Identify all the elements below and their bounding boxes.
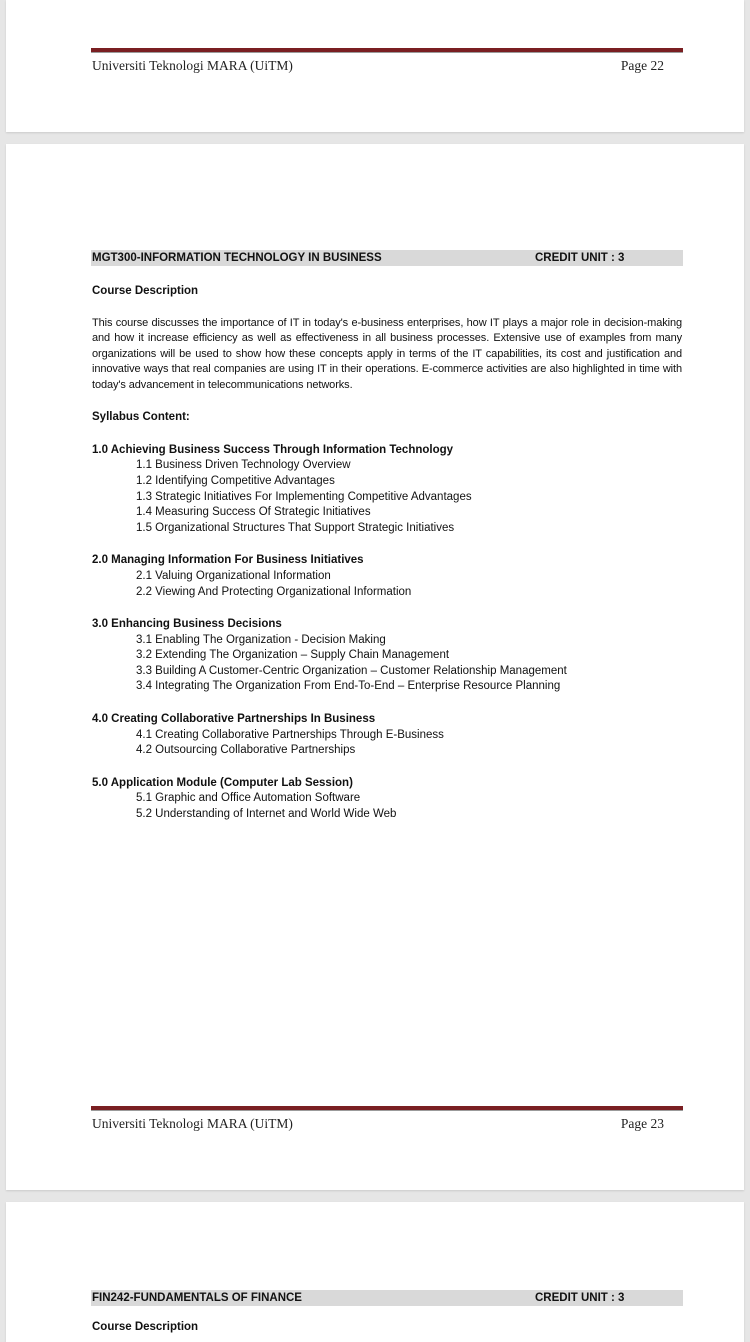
document-page-23 [6, 144, 744, 1190]
syllabus-item: 2.2 Viewing And Protecting Organizational Information [136, 585, 412, 598]
course-content [92, 284, 682, 822]
section-title: 4.0 Creating Collaborative Partnerships In Business [92, 713, 376, 725]
course-title: MGT300-INFORMATION TECHNOLOGY IN BUSINESS [92, 252, 382, 264]
syllabus-item: 4.2 Outsourcing Collaborative Partnerships [136, 744, 356, 757]
syllabus-item: 3.1 Enabling The Organization - Decision Making [136, 633, 386, 646]
syllabus-section [92, 443, 682, 536]
syllabus-item: 1.2 Identifying Competitive Advantages [136, 475, 335, 488]
section-title: 3.0 Enhancing Business Decisions [92, 618, 282, 631]
syllabus-item: 1.5 Organizational Structures That Support Strategic Initiatives [136, 521, 455, 534]
syllabus-section [92, 553, 682, 600]
footer-university: Universiti Teknologi MARA (UiTM) [92, 1116, 293, 1131]
syllabus-item: 3.3 Building A Customer-Centric Organization – Customer Relationship Management [136, 664, 567, 677]
course-title: FIN242-FUNDAMENTALS OF FINANCE [92, 1292, 302, 1304]
document-page-24 [6, 1202, 744, 1342]
course-description-heading: Course Description [92, 1321, 199, 1333]
section-items [92, 791, 682, 822]
syllabus-sections [92, 443, 682, 822]
syllabus-item: 1.1 Business Driven Technology Overview [136, 459, 351, 472]
section-items [92, 633, 682, 695]
syllabus-heading: Syllabus Content: [92, 411, 190, 424]
syllabus-item: 5.1 Graphic and Office Automation Software [136, 792, 361, 805]
section-title: 1.0 Achieving Business Success Through Information Technology [92, 443, 454, 456]
footer-page-number: Page 23 [620, 1116, 664, 1131]
syllabus-section [92, 712, 682, 759]
section-items [92, 458, 682, 536]
syllabus-item: 3.4 Integrating The Organization From End-To-End – Enterprise Resource Planning [136, 680, 561, 693]
footer-university: Universiti Teknologi MARA (UiTM) [92, 58, 293, 73]
section-title: 5.0 Application Module (Computer Lab Session) [92, 776, 353, 789]
course-header-bar [91, 250, 683, 266]
syllabus-section [92, 776, 682, 823]
syllabus-section [92, 617, 682, 695]
syllabus-item: 1.4 Measuring Success Of Strategic Initiatives [136, 506, 371, 519]
syllabus-item: 1.3 Strategic Initiatives For Implementing Competitive Advantages [136, 490, 472, 503]
footer-rule [91, 48, 683, 53]
syllabus-item: 5.2 Understanding of Internet and World Wide Web [136, 807, 397, 820]
footer-page-number: Page 22 [620, 58, 664, 73]
section-items [92, 728, 682, 759]
course-description-heading: Course Description [92, 285, 199, 297]
footer-rule [91, 1106, 683, 1111]
course-description-text: This course discusses the importance of IT in today's e-business enterprises, how IT plays a major role in decision-making and how it increase efficiency as well as effectiveness in all business processes. Extensive use of examples from many organizations will be used to show how these concepts apply in terms of the IT capabilities, its cost and justification and innovative ways that real companies are using IT in their operations. E-commerce activities are also highlighted in time with today's advancement in telecommunications networks. [92, 316, 682, 391]
syllabus-item: 2.1 Valuing Organizational Information [136, 569, 331, 582]
syllabus-item: 4.1 Creating Collaborative Partnerships Through E-Business [136, 728, 444, 741]
section-title: 2.0 Managing Information For Business Initiatives [92, 554, 364, 567]
section-items [92, 569, 682, 600]
syllabus-item: 3.2 Extending The Organization – Supply Chain Management [136, 649, 450, 662]
credit-unit: CREDIT UNIT : 3 [535, 252, 625, 264]
credit-unit: CREDIT UNIT : 3 [535, 1292, 625, 1304]
course-header-bar [91, 1290, 683, 1306]
document-page-22 [6, 0, 744, 132]
